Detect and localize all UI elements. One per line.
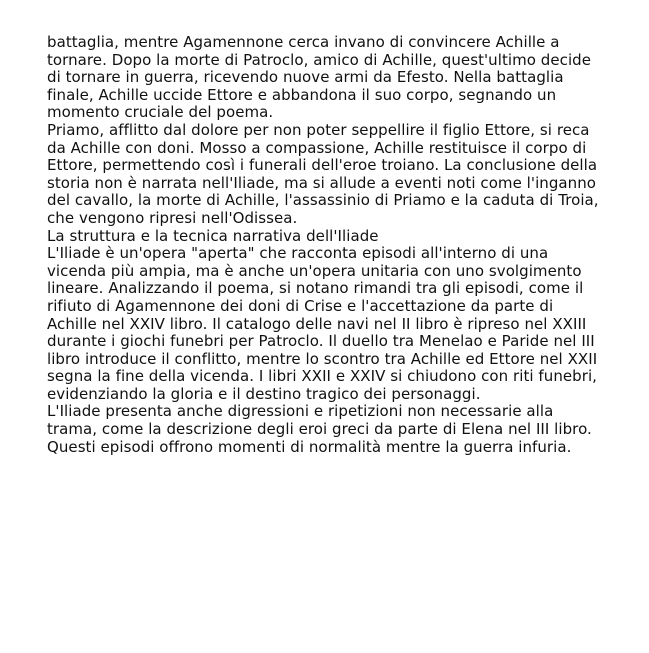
paragraph-digressioni: L'Iliade presenta anche digressioni e ripetizioni non necessarie alla trama, come la descrizione degli eroi greci da parte di Elena nel III libro. Questi episodi offrono momenti di normalità mentre la guerra infuria. (47, 402, 592, 456)
paragraph-opera-aperta: L'Iliade è un'opera "aperta" che racconta episodi all'interno di una vicenda più ampia, ma è anche un'opera unitaria con uno svolgimento lineare. Analizzando il poema, si notano rimandi tra gli episodi, come il rifiuto di Agamennone dei doni di Crise e l'accettazione da parte di Achille nel XXIV libro. Il catalogo delle navi nel II libro è ripreso nel XXIII durante i giochi funebri per Patroclo. Il duello tra Menelao e Paride nel III libro introduce il conflitto, mentre lo scontro tra Achille ed Ettore nel XXII segna la fine della vicenda. I libri XXII e XXIV si chiudono con riti funebri, evidenziando la gloria e il destino tragico dei personaggi. (47, 244, 598, 403)
section-heading: La struttura e la tecnica narrativa dell'Iliade (47, 226, 379, 245)
paragraph-battaglia: battaglia, mentre Agamennone cerca invano di convincere Achille a tornare. Dopo la morte di Patroclo, amico di Achille, quest'ultimo decide di tornare in guerra, ricevendo nuove armi da Efesto. Nella battaglia finale, Achille uccide Ettore e abbandona il suo corpo, segnando un momento cruciale del poema. (47, 33, 592, 122)
document-page (47, 34, 607, 456)
paragraph-priamo: Priamo, afflitto dal dolore per non poter seppellire il figlio Ettore, si reca da Achille con doni. Mosso a compassione, Achille restituisce il corpo di Ettore, permettendo così i funerali dell'eroe troiano. La conclusione della storia non è narrata nell'Iliade, ma si allude a eventi noti come l'inganno del cavallo, la morte di Achille, l'assassinio di Priamo e la caduta di Troia, che vengono ripresi nell'Odissea. (47, 120, 599, 227)
